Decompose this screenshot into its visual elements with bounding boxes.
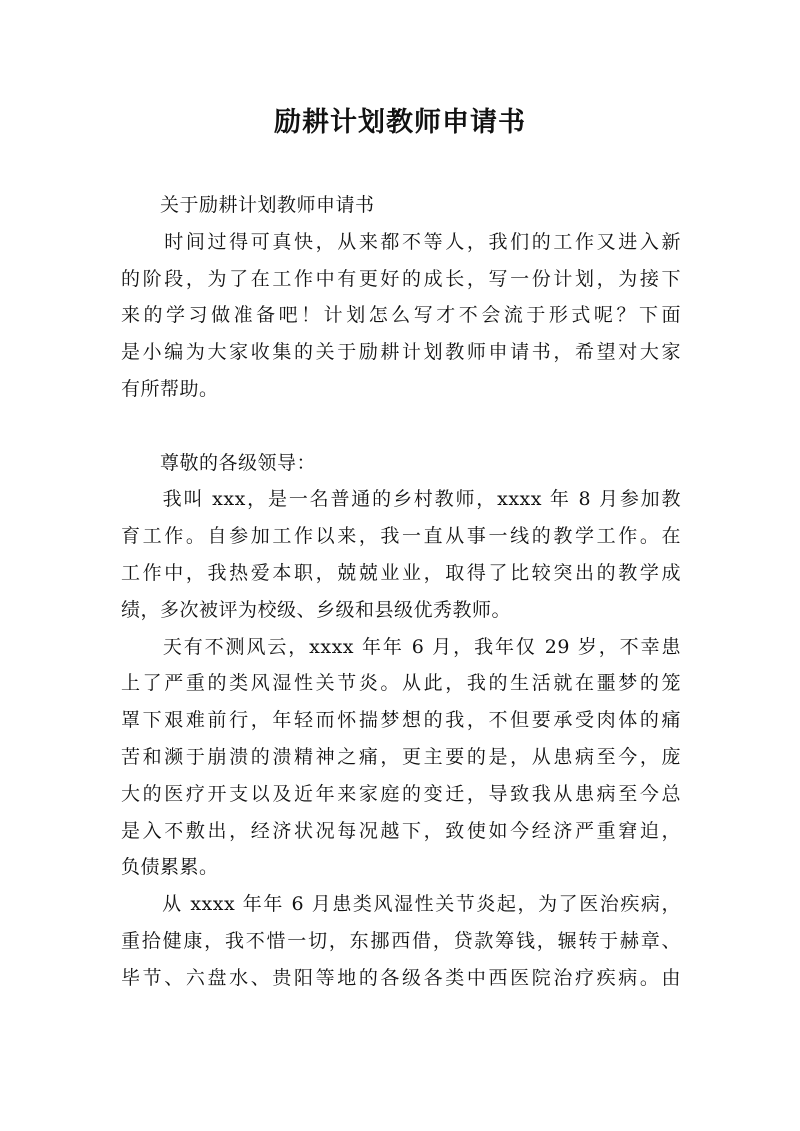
- text-line: 苦和濒于崩溃的溃精神之痛，更主要的是，从患病至今，庞: [121, 745, 681, 768]
- text-line: 来的学习做准备吧！计划怎么写才不会流于形式呢？下面: [121, 304, 681, 327]
- text-line: 是入不敷出，经济状况每况越下，致使如今经济严重窘迫，: [121, 819, 681, 842]
- text-line: 关于励耕计划教师申请书: [121, 194, 375, 216]
- text-line: 尊敬的各级领导：: [121, 451, 317, 474]
- text-line: 上了严重的类风湿性关节炎。从此，我的生活就在噩梦的笼: [121, 672, 681, 695]
- text-line: 的阶段，为了在工作中有更好的成长，写一份计划，为接下: [121, 267, 681, 290]
- text-line: 有所帮助。: [121, 377, 219, 400]
- text-line: 负债累累。: [121, 856, 219, 879]
- text-line: 是小编为大家收集的关于励耕计划教师申请书，希望对大家: [121, 341, 681, 364]
- document-title: 励耕计划教师申请书: [274, 107, 526, 138]
- text-line: 育工作。自参加工作以来，我一直从事一线的教学工作。在: [121, 525, 681, 548]
- text-line: 重拾健康，我不惜一切，东挪西借，贷款筹钱，辗转于赫章、: [121, 929, 681, 952]
- text-line: 天有不测风云，xxxx 年年 6 月，我年仅 29 岁，不幸患: [121, 635, 681, 658]
- text-line: 我叫 xxx，是一名普通的乡村教师，xxxx 年 8 月参加教: [121, 488, 681, 511]
- text-line: 工作中，我热爱本职，兢兢业业，取得了比较突出的教学成: [121, 561, 681, 584]
- text-line: 罩下艰难前行，年轻而怀揣梦想的我，不但要承受肉体的痛: [121, 709, 681, 732]
- document-body: [121, 187, 681, 997]
- text-line: 毕节、六盘水、贵阳等地的各级各类中西医院治疗疾病。由: [121, 966, 681, 989]
- text-line: 时间过得可真快，从来都不等人，我们的工作又进入新: [121, 230, 681, 253]
- text-line: 从 xxxx 年年 6 月患类风湿性关节炎起，为了医治疾病，: [121, 893, 681, 916]
- text-line: 绩，多次被评为校级、乡级和县级优秀教师。: [121, 598, 512, 621]
- text-line: 大的医疗开支以及近年来家庭的变迁，导致我从患病至今总: [121, 782, 681, 805]
- blank-line: [121, 408, 681, 445]
